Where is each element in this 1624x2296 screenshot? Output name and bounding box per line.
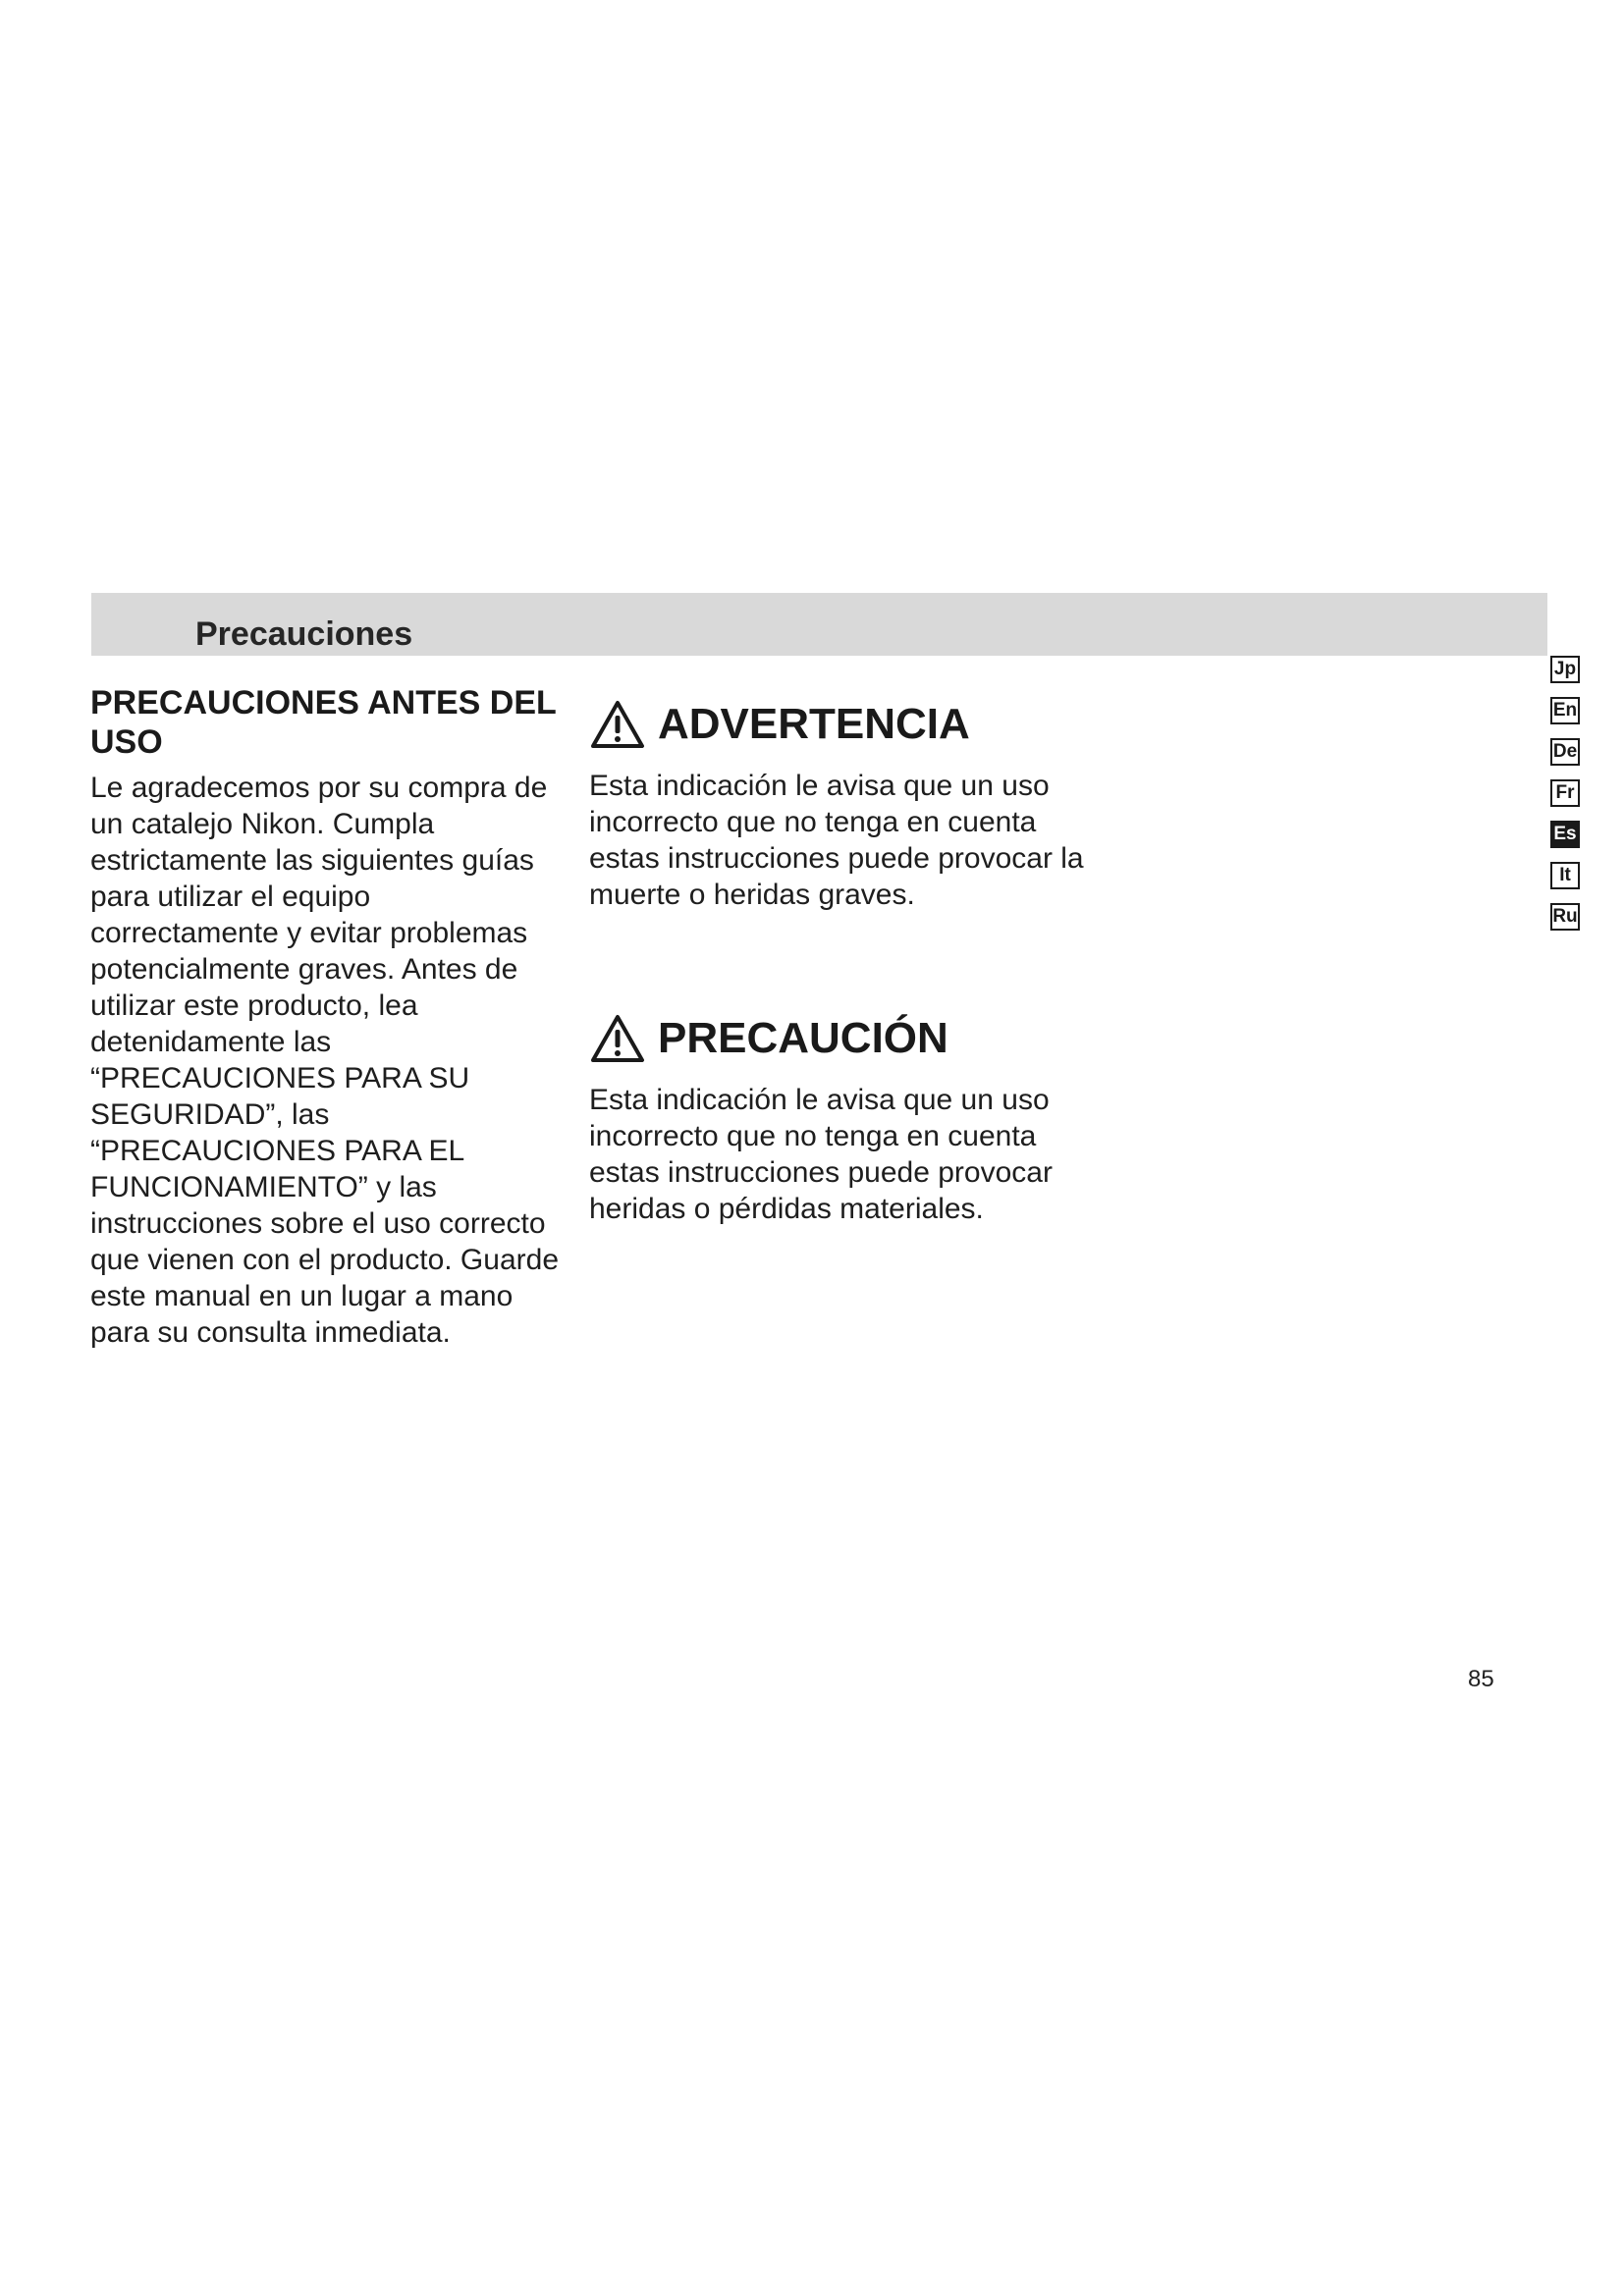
language-tab-fr[interactable]: Fr bbox=[1550, 779, 1580, 807]
warning-triangle-icon bbox=[589, 1013, 646, 1064]
section-title: Precauciones bbox=[195, 615, 413, 653]
language-tab-en[interactable]: En bbox=[1550, 697, 1580, 724]
caution-title: PRECAUCIÓN bbox=[658, 1014, 948, 1062]
warning-heading bbox=[589, 699, 1100, 750]
page-number: 85 bbox=[1468, 1666, 1494, 1692]
caution-block bbox=[589, 1013, 1100, 1227]
language-tab-de[interactable]: De bbox=[1550, 738, 1580, 766]
section-header-band bbox=[91, 593, 1547, 656]
language-tab-ru[interactable]: Ru bbox=[1550, 903, 1580, 931]
caution-heading bbox=[589, 1013, 1100, 1064]
language-tab-es[interactable]: Es bbox=[1550, 821, 1580, 848]
warning-block bbox=[589, 699, 1100, 913]
language-tab-it[interactable]: It bbox=[1550, 862, 1580, 889]
warning-title: ADVERTENCIA bbox=[658, 700, 970, 748]
caution-text: Esta indicación le avisa que un uso incorrecto que no tenga en cuenta estas instrucciones puede provocar heridas o pérdidas materiales. bbox=[589, 1084, 1053, 1225]
intro-paragraph: Le agradecemos por su compra de un catalejo Nikon. Cumpla estrictamente las siguientes guías para utilizar el equipo correctamente y evitar problemas potencialmente graves. Antes de utilizar este producto, lea detenidamente las “PRECAUCIONES PARA SU SEGURIDAD”, las “PRECAUCIONES PARA EL FUNCIONAMIENTO” y las instrucciones sobre el uso correcto que vienen con el producto. Guarde este manual en un lugar a mano para su consulta inmediata. bbox=[90, 772, 559, 1349]
warning-text: Esta indicación le avisa que un uso incorrecto que no tenga en cuenta estas instrucciones puede provocar la muerte o heridas graves. bbox=[589, 770, 1084, 911]
language-tab-jp[interactable]: Jp bbox=[1550, 656, 1580, 683]
intro-column bbox=[90, 683, 562, 1351]
language-tabs bbox=[1550, 656, 1584, 944]
warning-triangle-icon bbox=[589, 699, 646, 750]
intro-heading: PRECAUCIONES ANTES DEL USO bbox=[90, 684, 557, 761]
